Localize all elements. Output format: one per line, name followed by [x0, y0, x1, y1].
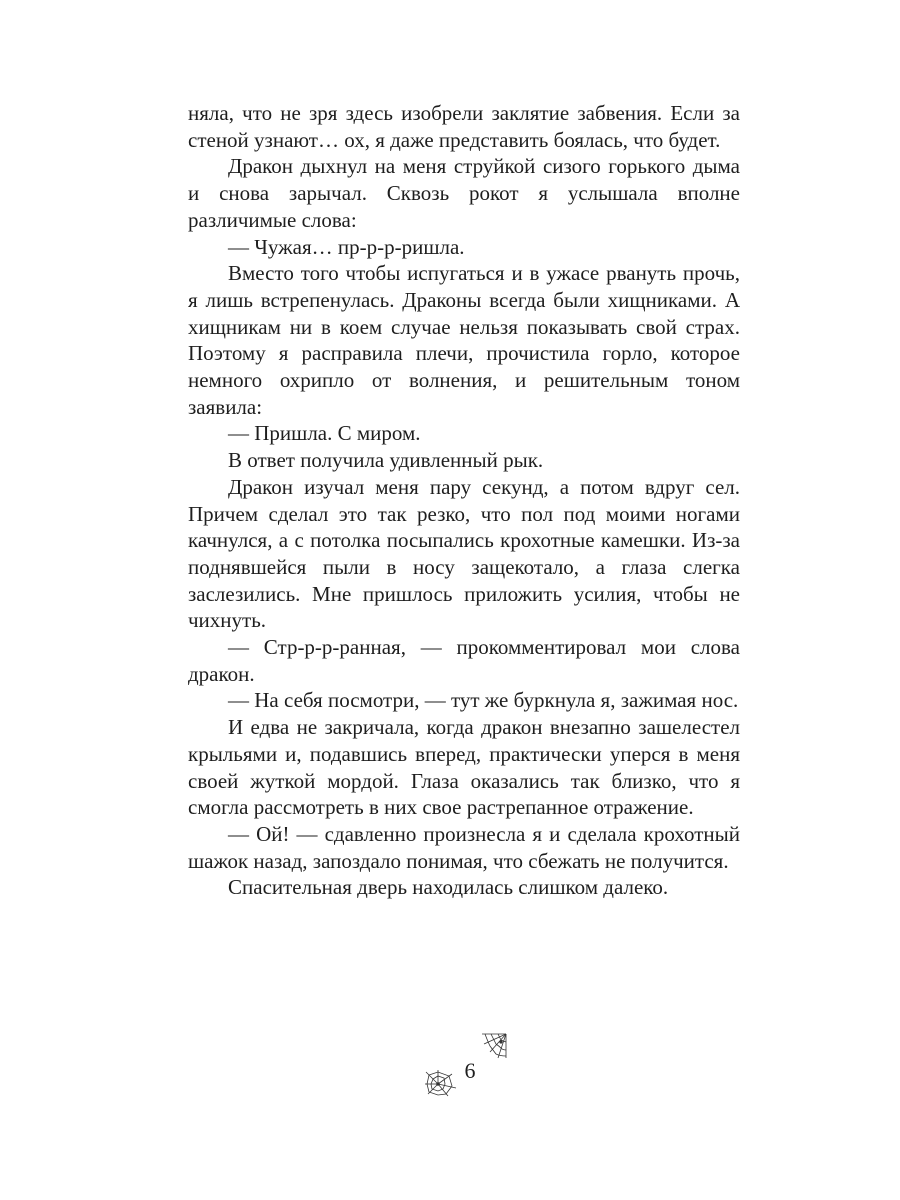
- paragraph: — Стр-р-р-ранная, — прокомментировал мои слова дракон.: [188, 635, 740, 686]
- spiderweb-icon: [424, 1068, 458, 1103]
- paragraph: Спасительная дверь находилась слишком далеко.: [228, 875, 669, 900]
- page-footer: [424, 1028, 524, 1108]
- spiderweb-icon: [480, 1032, 508, 1065]
- paragraph: — На себя посмотри, — тут же буркнула я, зажимая нос.: [228, 688, 739, 713]
- paragraph: Вместо того чтобы испугаться и в ужасе рвануть прочь, я лишь встрепенулась. Драконы всегда были хищниками. А хищникам ни в коем случае нельзя показывать свой страх. Поэтому я расправила плечи, прочистила горло, которое немного охрипло от волнения, и решительным тоном заявила:: [188, 261, 740, 419]
- paragraph: Дракон дыхнул на меня струйкой сизого горького дыма и снова зарычал. Сквозь рокот я услышала вполне различимые слова:: [188, 154, 740, 232]
- paragraph: И едва не закричала, когда дракон внезапно зашелестел крыльями и, подавшись вперед, практически уперся в меня своей жуткой мордой. Глаза оказались так близко, что я смогла рассмотреть в них свое растрепанное отражение.: [188, 715, 740, 820]
- paragraph: Дракон изучал меня пару секунд, а потом вдруг сел. Причем сделал это так резко, что пол под моими ногами качнулся, а с потолка посыпались крохотные камешки. Из-за поднявшейся пыли в носу защекотало, а глаза слегка заслезились. Мне пришлось приложить усилия, чтобы не чихнуть.: [188, 474, 740, 633]
- paragraph: няла, что не зря здесь изобрели заклятие забвения. Если за стеной узнают… ох, я даже представить боялась, что будет.: [188, 101, 740, 152]
- body-text: [188, 100, 740, 901]
- paragraph: — Ой! — сдавленно произнесла я и сделала крохотный шажок назад, запоздало понимая, что сбежать не получится.: [188, 821, 740, 873]
- paragraph: — Пришла. С миром.: [228, 421, 421, 446]
- paragraph: — Чужая… пр-р-р-ришла.: [228, 234, 465, 259]
- paragraph: В ответ получила удивленный рык.: [228, 448, 544, 473]
- page-number: 6: [464, 1058, 476, 1083]
